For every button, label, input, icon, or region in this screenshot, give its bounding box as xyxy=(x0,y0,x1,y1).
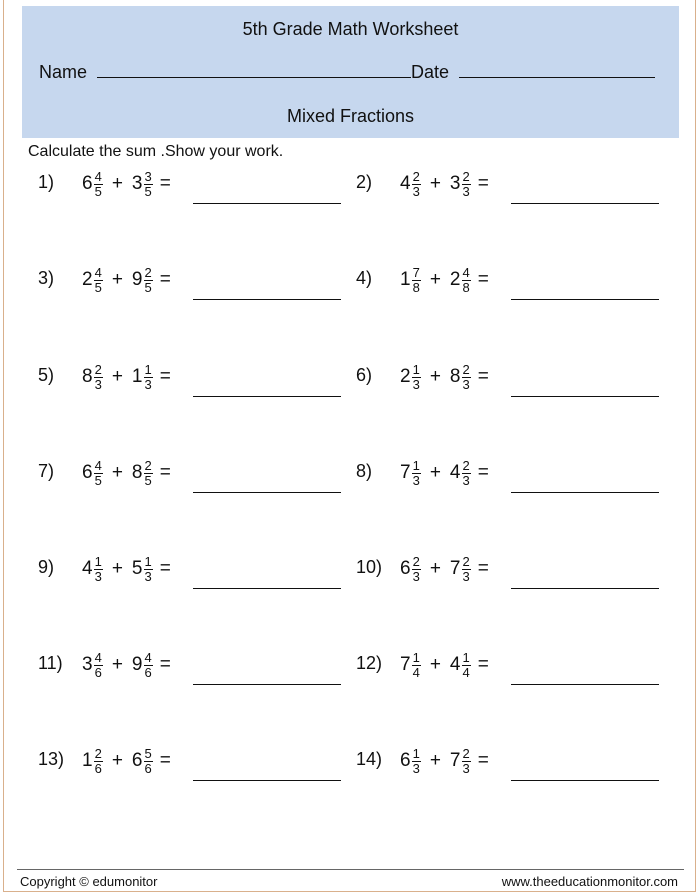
problem-item xyxy=(38,457,358,521)
denominator: 3 xyxy=(412,568,420,584)
fraction xyxy=(144,170,153,199)
fraction xyxy=(462,459,471,488)
fraction xyxy=(144,459,153,488)
answer-blank[interactable] xyxy=(193,780,341,781)
fraction xyxy=(94,170,103,199)
plus-operator: + xyxy=(429,654,441,675)
problem-item xyxy=(356,649,676,713)
plus-operator: + xyxy=(111,366,123,387)
fraction xyxy=(412,459,421,488)
whole-part: 6 xyxy=(400,750,411,771)
equals-sign: = xyxy=(159,173,171,194)
answer-blank[interactable] xyxy=(511,588,659,589)
mixed-number xyxy=(82,555,103,584)
whole-part: 8 xyxy=(449,366,461,387)
problem-expression xyxy=(400,549,489,589)
problem-expression xyxy=(82,164,171,204)
equals-sign: = xyxy=(477,462,489,483)
problem-item xyxy=(356,264,676,328)
problem-number: 8) xyxy=(356,461,373,481)
equals-sign: = xyxy=(477,750,489,771)
numerator: 2 xyxy=(462,457,470,473)
problem-item xyxy=(38,745,358,809)
denominator: 3 xyxy=(462,183,470,199)
equals-sign: = xyxy=(477,366,489,387)
plus-operator: + xyxy=(111,750,123,771)
answer-blank[interactable] xyxy=(511,299,659,300)
problem-number: 6) xyxy=(356,365,373,385)
problem-expression xyxy=(400,357,489,397)
problem-number: 10) xyxy=(356,557,383,577)
answer-blank[interactable] xyxy=(193,203,341,204)
denominator: 5 xyxy=(144,472,152,488)
fraction xyxy=(94,459,103,488)
answer-blank[interactable] xyxy=(193,396,341,397)
problem-expression xyxy=(82,741,171,781)
numerator: 1 xyxy=(412,649,420,665)
answer-blank[interactable] xyxy=(193,492,341,493)
plus-operator: + xyxy=(429,750,441,771)
plus-operator: + xyxy=(111,654,123,675)
denominator: 3 xyxy=(144,568,152,584)
whole-part: 1 xyxy=(400,269,411,290)
fraction xyxy=(144,555,153,584)
problem-expression xyxy=(400,260,489,300)
fraction xyxy=(94,555,103,584)
problem-expression xyxy=(82,357,171,397)
whole-part: 1 xyxy=(82,750,93,771)
problem-number: 5) xyxy=(38,365,55,385)
problem-number: 1) xyxy=(38,172,55,192)
whole-part: 1 xyxy=(131,366,143,387)
name-date-row xyxy=(39,62,655,83)
problem-item xyxy=(38,649,358,713)
whole-part: 6 xyxy=(82,462,93,483)
numerator: 2 xyxy=(412,168,420,184)
whole-part: 3 xyxy=(449,173,461,194)
answer-blank[interactable] xyxy=(193,588,341,589)
problem-number: 9) xyxy=(38,557,55,577)
answer-blank[interactable] xyxy=(511,780,659,781)
problem-expression xyxy=(400,453,489,493)
whole-part: 9 xyxy=(131,269,143,290)
mixed-number xyxy=(400,363,421,392)
denominator: 3 xyxy=(462,760,470,776)
whole-part: 8 xyxy=(131,462,143,483)
answer-blank[interactable] xyxy=(511,492,659,493)
whole-part: 7 xyxy=(400,462,411,483)
numerator: 1 xyxy=(412,457,420,473)
denominator: 5 xyxy=(94,183,102,199)
numerator: 4 xyxy=(94,264,102,280)
fraction xyxy=(94,747,103,776)
numerator: 1 xyxy=(412,745,420,761)
whole-part: 6 xyxy=(400,558,411,579)
mixed-number xyxy=(400,651,421,680)
denominator: 5 xyxy=(94,472,102,488)
whole-part: 4 xyxy=(449,654,461,675)
problem-item xyxy=(356,457,676,521)
whole-part: 4 xyxy=(449,462,461,483)
numerator: 4 xyxy=(94,168,102,184)
plus-operator: + xyxy=(429,173,441,194)
problem-number: 14) xyxy=(356,749,383,769)
whole-part: 9 xyxy=(131,654,143,675)
mixed-number xyxy=(82,747,103,776)
plus-operator: + xyxy=(111,173,123,194)
fraction xyxy=(412,266,421,295)
equals-sign: = xyxy=(159,462,171,483)
numerator: 2 xyxy=(412,553,420,569)
plus-operator: + xyxy=(111,269,123,290)
numerator: 1 xyxy=(144,361,152,377)
numerator: 5 xyxy=(144,745,152,761)
whole-part: 2 xyxy=(449,269,461,290)
numerator: 2 xyxy=(94,361,102,377)
mixed-number xyxy=(132,363,153,392)
numerator: 4 xyxy=(144,649,152,665)
plus-operator: + xyxy=(429,462,441,483)
problem-item xyxy=(356,361,676,425)
whole-part: 6 xyxy=(82,173,93,194)
problem-number: 4) xyxy=(356,268,373,288)
equals-sign: = xyxy=(477,269,489,290)
worksheet-subtitle: Mixed Fractions xyxy=(286,106,415,126)
denominator: 6 xyxy=(94,664,102,680)
name-label: Name xyxy=(39,62,88,82)
fraction xyxy=(462,555,471,584)
problem-expression xyxy=(82,549,171,589)
mixed-number xyxy=(132,651,153,680)
equals-sign: = xyxy=(159,366,171,387)
name-field-line[interactable] xyxy=(97,77,411,78)
problem-number: 12) xyxy=(356,653,383,673)
numerator: 4 xyxy=(94,649,102,665)
denominator: 5 xyxy=(144,183,152,199)
denominator: 3 xyxy=(412,376,420,392)
footer-copyright: Copyright © edumonitor xyxy=(20,874,158,889)
problem-item xyxy=(356,745,676,809)
whole-part: 2 xyxy=(82,269,93,290)
equals-sign: = xyxy=(159,654,171,675)
fraction xyxy=(94,651,103,680)
whole-part: 3 xyxy=(82,654,93,675)
whole-part: 7 xyxy=(449,558,461,579)
fraction xyxy=(94,363,103,392)
fraction xyxy=(462,651,471,680)
plus-operator: + xyxy=(429,269,441,290)
denominator: 5 xyxy=(94,279,102,295)
problem-item xyxy=(356,168,676,232)
whole-part: 8 xyxy=(82,366,93,387)
mixed-number xyxy=(82,363,103,392)
mixed-number xyxy=(400,266,421,295)
plus-operator: + xyxy=(111,558,123,579)
mixed-number xyxy=(400,747,421,776)
answer-blank[interactable] xyxy=(193,299,341,300)
answer-blank[interactable] xyxy=(511,396,659,397)
fraction xyxy=(412,555,421,584)
mixed-number xyxy=(450,266,471,295)
denominator: 3 xyxy=(412,183,420,199)
problem-number: 11) xyxy=(38,653,63,673)
mixed-number xyxy=(132,747,153,776)
numerator: 7 xyxy=(412,264,420,280)
fraction xyxy=(412,170,421,199)
date-label: Date xyxy=(411,62,450,82)
numerator: 1 xyxy=(94,553,102,569)
whole-part: 4 xyxy=(82,558,93,579)
fraction xyxy=(412,651,421,680)
problem-expression xyxy=(400,164,489,204)
whole-part: 4 xyxy=(400,173,411,194)
plus-operator: + xyxy=(429,558,441,579)
numerator: 2 xyxy=(94,745,102,761)
footer-divider xyxy=(17,869,684,870)
whole-part: 7 xyxy=(449,750,461,771)
numerator: 4 xyxy=(462,264,470,280)
denominator: 5 xyxy=(144,279,152,295)
problem-item xyxy=(38,168,358,232)
problem-expression xyxy=(82,645,171,685)
whole-part: 7 xyxy=(400,654,411,675)
footer-website: www.theeducationmonitor.com xyxy=(501,874,678,889)
fraction xyxy=(462,266,471,295)
numerator: 2 xyxy=(462,168,470,184)
denominator: 8 xyxy=(412,279,420,295)
fraction xyxy=(412,363,421,392)
numerator: 2 xyxy=(462,361,470,377)
mixed-number xyxy=(400,170,421,199)
numerator: 2 xyxy=(462,553,470,569)
denominator: 3 xyxy=(412,760,420,776)
whole-part: 5 xyxy=(131,558,143,579)
fraction xyxy=(144,363,153,392)
mixed-number xyxy=(450,651,471,680)
worksheet-header xyxy=(22,6,679,138)
numerator: 4 xyxy=(94,457,102,473)
fraction xyxy=(144,651,153,680)
problem-expression xyxy=(400,645,489,685)
fraction xyxy=(144,266,153,295)
equals-sign: = xyxy=(159,750,171,771)
worksheet-title: 5th Grade Math Worksheet xyxy=(242,19,459,39)
fraction xyxy=(462,363,471,392)
numerator: 1 xyxy=(144,553,152,569)
problem-item xyxy=(38,264,358,328)
numerator: 1 xyxy=(462,649,470,665)
problem-item xyxy=(356,553,676,617)
fraction xyxy=(94,266,103,295)
problem-number: 7) xyxy=(38,461,55,481)
denominator: 6 xyxy=(94,760,102,776)
denominator: 4 xyxy=(462,664,470,680)
answer-blank[interactable] xyxy=(511,203,659,204)
mixed-number xyxy=(82,651,103,680)
mixed-number xyxy=(82,459,103,488)
problem-item xyxy=(38,553,358,617)
whole-part: 2 xyxy=(400,366,411,387)
mixed-number xyxy=(132,459,153,488)
mixed-number xyxy=(400,555,421,584)
denominator: 6 xyxy=(144,760,152,776)
mixed-number xyxy=(450,747,471,776)
numerator: 2 xyxy=(144,457,152,473)
answer-blank[interactable] xyxy=(193,684,341,685)
fraction xyxy=(462,170,471,199)
problem-number: 2) xyxy=(356,172,373,192)
problem-item xyxy=(38,361,358,425)
problem-expression xyxy=(82,453,171,493)
fraction xyxy=(412,747,421,776)
mixed-number xyxy=(450,170,471,199)
problem-number: 13) xyxy=(38,749,65,769)
denominator: 4 xyxy=(412,664,420,680)
denominator: 3 xyxy=(412,472,420,488)
equals-sign: = xyxy=(159,558,171,579)
problem-number: 3) xyxy=(38,268,55,288)
denominator: 3 xyxy=(94,376,102,392)
answer-blank[interactable] xyxy=(511,684,659,685)
plus-operator: + xyxy=(429,366,441,387)
plus-operator: + xyxy=(111,462,123,483)
equals-sign: = xyxy=(159,269,171,290)
instruction-text: Calculate the sum .Show your work. xyxy=(28,143,284,160)
denominator: 3 xyxy=(462,568,470,584)
fraction xyxy=(462,747,471,776)
date-field-line[interactable] xyxy=(459,77,655,78)
mixed-number xyxy=(132,555,153,584)
numerator: 2 xyxy=(462,745,470,761)
mixed-number xyxy=(132,170,153,199)
numerator: 2 xyxy=(144,264,152,280)
denominator: 6 xyxy=(144,664,152,680)
whole-part: 3 xyxy=(131,173,143,194)
denominator: 3 xyxy=(144,376,152,392)
equals-sign: = xyxy=(477,654,489,675)
numerator: 3 xyxy=(144,168,152,184)
denominator: 3 xyxy=(462,376,470,392)
fraction xyxy=(144,747,153,776)
mixed-number xyxy=(450,459,471,488)
mixed-number xyxy=(82,170,103,199)
problem-expression xyxy=(400,741,489,781)
mixed-number xyxy=(82,266,103,295)
equals-sign: = xyxy=(477,558,489,579)
equals-sign: = xyxy=(477,173,489,194)
whole-part: 6 xyxy=(131,750,143,771)
problem-expression xyxy=(82,260,171,300)
denominator: 3 xyxy=(94,568,102,584)
mixed-number xyxy=(450,363,471,392)
denominator: 3 xyxy=(462,472,470,488)
mixed-number xyxy=(132,266,153,295)
denominator: 8 xyxy=(462,279,470,295)
mixed-number xyxy=(400,459,421,488)
mixed-number xyxy=(450,555,471,584)
numerator: 1 xyxy=(412,361,420,377)
